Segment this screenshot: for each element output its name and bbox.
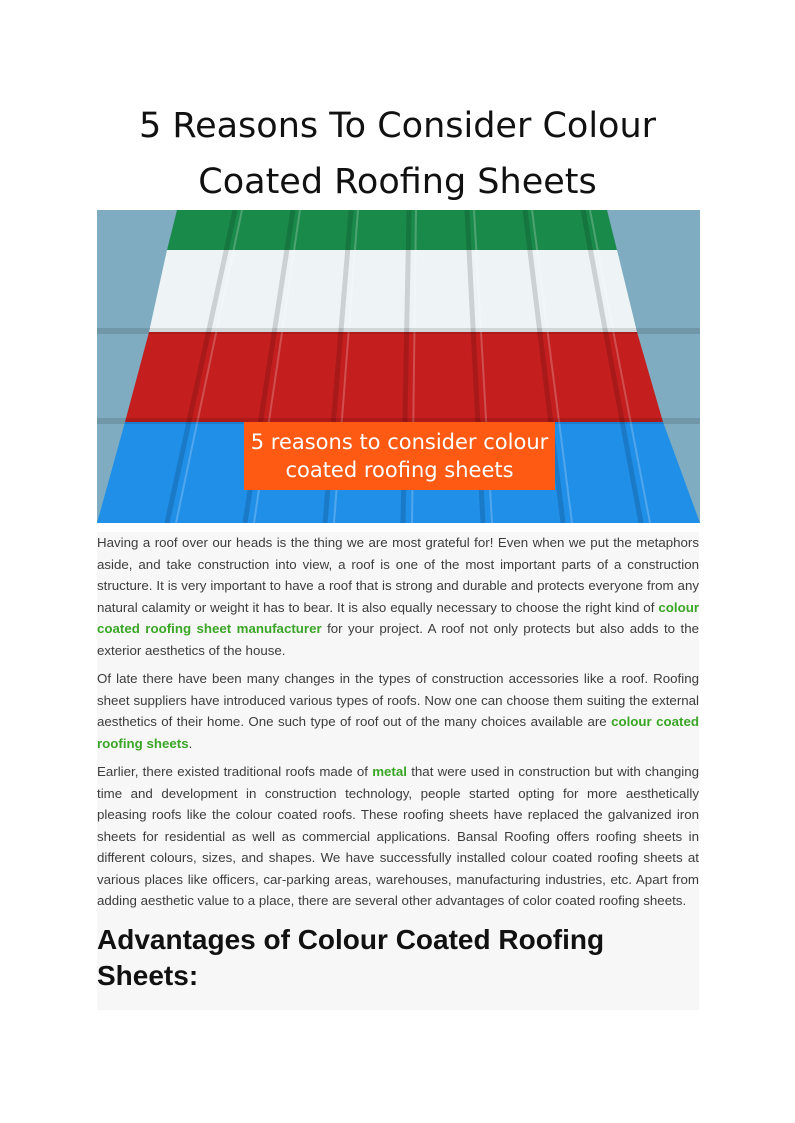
- title-line-1: 5 Reasons To Consider Colour: [138, 106, 657, 146]
- paragraph-3-text-a: Earlier, there existed traditional roofs made of: [97, 764, 373, 779]
- paragraph-1-text-b: for your project. A roof not only protects but also adds to the exterior aesthetics of the house.: [97, 621, 699, 658]
- hero-image: [97, 210, 700, 523]
- metal-link[interactable]: metal: [372, 764, 407, 779]
- paragraph-3: [97, 761, 699, 912]
- paragraph-2-text-b: .: [188, 735, 193, 751]
- paragraph-3-text-b: that were used in construction but with changing time and development in construction technology, people started opting for more aesthetically pleasing roofs like the colour coated roofs. These roofing sheets have replaced the galvanized iron sheets for residential as well as commercial applications. Bansal Roofing offers roofing sheets in different colours, sizes, and shapes. We have successfully installed colour coated roofing sheets at various places like officers, car-parking areas, warehouses, manufacturing industries, etc. Apart from adding aesthetic value to a place, there are several other advantages of color coated roofing sheets.: [97, 764, 699, 908]
- page-title: [0, 98, 795, 210]
- manufacturer-link[interactable]: colour coated roofing sheet manufacturer: [97, 599, 699, 636]
- hero-banner: [244, 422, 555, 490]
- banner-line-2: coated roofing sheets: [285, 458, 514, 482]
- article-body: [97, 532, 699, 1010]
- paragraph-1-text-a: Having a roof over our heads is the thing we are most grateful for! Even when we put the metaphors aside, and take construction into view, a roof is one of the most important parts of a construction structure. It is very important to have a roof that is strong and durable and protects everyone from any natural calamity or weight it has to bear. It is also equally necessary to choose the right kind of: [97, 535, 699, 615]
- section-heading: Advantages of Colour Coated Roofing Sheets:: [97, 923, 605, 991]
- paragraph-2: [97, 668, 699, 754]
- banner-line-1: 5 reasons to consider colour: [250, 430, 549, 454]
- title-line-2: Coated Roofing Sheets: [198, 162, 597, 202]
- roofing-sheets-link[interactable]: colour coated roofing sheets: [97, 714, 699, 751]
- paragraph-2-text-a: Of late there have been many changes in the types of construction accessories like a roof. Roofing sheet suppliers have introduced various types of roofs. Now one can choose them suiting the external aesthetics of their home. One such type of roof out of the many choices available are: [97, 671, 699, 729]
- paragraph-1: [97, 532, 699, 661]
